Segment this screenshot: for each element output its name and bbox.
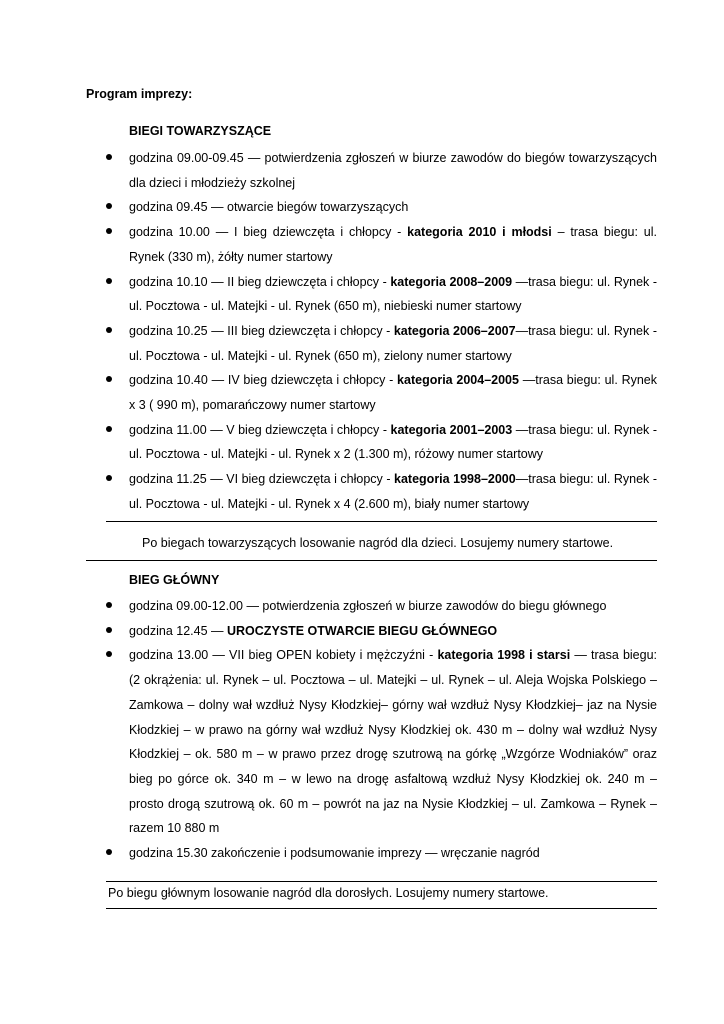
section-heading-companion-runs: BIEGI TOWARZYSZĄCE bbox=[129, 124, 272, 138]
schedule-item-text: godzina 10.25 — III bieg dziewczęta i chłopcy - bbox=[129, 323, 394, 338]
schedule-item bbox=[0, 270, 724, 319]
schedule-item bbox=[0, 418, 724, 467]
schedule-item-text: godzina 10.40 — IV bieg dziewczęta i chłopcy - bbox=[129, 373, 398, 388]
program-title: Program imprezy: bbox=[86, 87, 193, 101]
divider-line bbox=[86, 560, 657, 561]
bullet-icon bbox=[106, 602, 112, 608]
schedule-item bbox=[0, 368, 724, 417]
schedule-item bbox=[0, 619, 724, 644]
bullet-icon bbox=[106, 849, 112, 855]
schedule-item-text: — trasa biegu: (2 okrążenia: ul. Rynek – ul. Pocztowa – ul. Matejki – ul. Rynek – ul. Aleja Wojska Polskiego – Zamkowa – dolny wał wzdłuż Nysy Kłodzkiej– górny wał wzdłuż Nysy Kłodzkiej– jaz na Nysie Kłodzkiej – w prawo na górny wał wzdłuż Nysy Kłodzkiej ok. 430 m – dolny wał wzdłuż Nysy Kłodzkiej – ok. 580 m – w prawo przez drogę szutrową na górkę „Wzgórze Wodniaków” oraz bieg po górce ok. 340 m – w lewo na drogę asfaltową wzdłuż Nysy Kłodzkiej ok. 240 m – prosto drogą szutrową ok. 60 m – powrót na jaz na Nysie Kłodzkiej – ul. Zamkowa – Rynek – razem 10 880 m bbox=[129, 648, 658, 836]
schedule-item-text: godzina 09.00-09.45 — potwierdzenia zgłoszeń w biurze zawodów do biegów towarzyszących dla dzieci i młodzieży szkolnej bbox=[129, 151, 657, 190]
schedule-item-text: —trasa biegu: ul. Rynek - ul. Pocztowa - ul. Matejki - ul. Rynek (650 m), zielony numer startowy bbox=[129, 323, 657, 363]
divider-line bbox=[106, 521, 657, 522]
schedule-item-highlight: kategoria 1998–2000 bbox=[394, 472, 516, 487]
bullet-icon bbox=[106, 228, 112, 234]
schedule-item-highlight: kategoria 2001–2003 bbox=[390, 422, 513, 437]
schedule-item-text: godzina 11.25 — VI bieg dziewczęta i chłopcy - bbox=[129, 472, 395, 487]
schedule-item bbox=[0, 467, 724, 516]
bullet-icon bbox=[106, 154, 112, 160]
bullet-icon bbox=[106, 651, 112, 657]
schedule-item bbox=[0, 220, 724, 269]
schedule-item-highlight: kategoria 2004–2005 bbox=[397, 373, 519, 388]
schedule-item bbox=[0, 594, 724, 619]
schedule-item-highlight: kategoria 2008–2009 bbox=[390, 274, 513, 289]
bullet-icon bbox=[106, 627, 112, 633]
companion-runs-schedule bbox=[0, 146, 724, 517]
schedule-item bbox=[0, 146, 724, 195]
schedule-item-text: —trasa biegu: ul. Rynek x 3 ( 990 m), pomarańczowy numer startowy bbox=[129, 373, 658, 413]
schedule-item bbox=[0, 319, 724, 368]
schedule-item-highlight: kategoria 1998 i starsi bbox=[437, 648, 571, 663]
divider-line bbox=[106, 881, 657, 882]
main-run-note: Po biegu głównym losowanie nagród dla dorosłych. Losujemy numery startowe. bbox=[108, 886, 549, 900]
bullet-icon bbox=[106, 278, 112, 284]
schedule-item bbox=[0, 841, 724, 866]
schedule-item-text: godzina 15.30 zakończenie i podsumowanie imprezy — wręczanie nagród bbox=[129, 846, 540, 861]
schedule-item-text: godzina 09.45 — otwarcie biegów towarzyszących bbox=[129, 200, 409, 215]
schedule-item-text: godzina 12.45 — bbox=[129, 623, 227, 638]
bullet-icon bbox=[106, 426, 112, 432]
divider-line bbox=[106, 908, 657, 909]
schedule-item-text: —trasa biegu: ul. Rynek - ul. Pocztowa - ul. Matejki - ul. Rynek x 4 (2.600 m), biały numer startowy bbox=[129, 472, 657, 511]
main-run-schedule bbox=[0, 594, 724, 866]
schedule-item-text: godzina 10.10 — II bieg dziewczęta i chłopcy - bbox=[129, 274, 391, 289]
schedule-item-text: godzina 11.00 — V bieg dziewczęta i chłopcy - bbox=[129, 422, 391, 437]
schedule-item-text: godzina 10.00 — I bieg dziewczęta i chłopcy - bbox=[129, 225, 408, 240]
schedule-item-highlight: kategoria 2010 i młodsi bbox=[407, 225, 552, 240]
companion-runs-note: Po biegach towarzyszących losowanie nagród dla dzieci. Losujemy numery startowe. bbox=[142, 536, 614, 550]
schedule-item bbox=[0, 643, 724, 841]
section-heading-main-run: BIEG GŁÓWNY bbox=[129, 573, 220, 587]
bullet-icon bbox=[106, 327, 112, 333]
bullet-icon bbox=[106, 376, 112, 382]
schedule-item bbox=[0, 195, 724, 220]
schedule-item-text: —trasa biegu: ul. Rynek - ul. Pocztowa - ul. Matejki - ul. Rynek (650 m), niebieski numer startowy bbox=[129, 274, 658, 314]
schedule-item-text: —trasa biegu: ul. Rynek - ul. Pocztowa - ul. Matejki - ul. Rynek x 2 (1.300 m), różowy numer startowy bbox=[129, 422, 658, 462]
schedule-item-text: godzina 09.00-12.00 — potwierdzenia zgłoszeń w biurze zawodów do biegu głównego bbox=[129, 599, 607, 613]
schedule-item-highlight: UROCZYSTE OTWARCIE BIEGU GŁÓWNEGO bbox=[227, 623, 498, 638]
bullet-icon bbox=[106, 475, 112, 481]
schedule-item-highlight: kategoria 2006–2007 bbox=[393, 323, 516, 338]
bullet-icon bbox=[106, 203, 112, 209]
schedule-item-text: – trasa biegu: ul. Rynek (330 m), żółty numer startowy bbox=[129, 225, 658, 264]
schedule-item-text: godzina 13.00 — VII bieg OPEN kobiety i mężczyźni - bbox=[129, 648, 438, 663]
